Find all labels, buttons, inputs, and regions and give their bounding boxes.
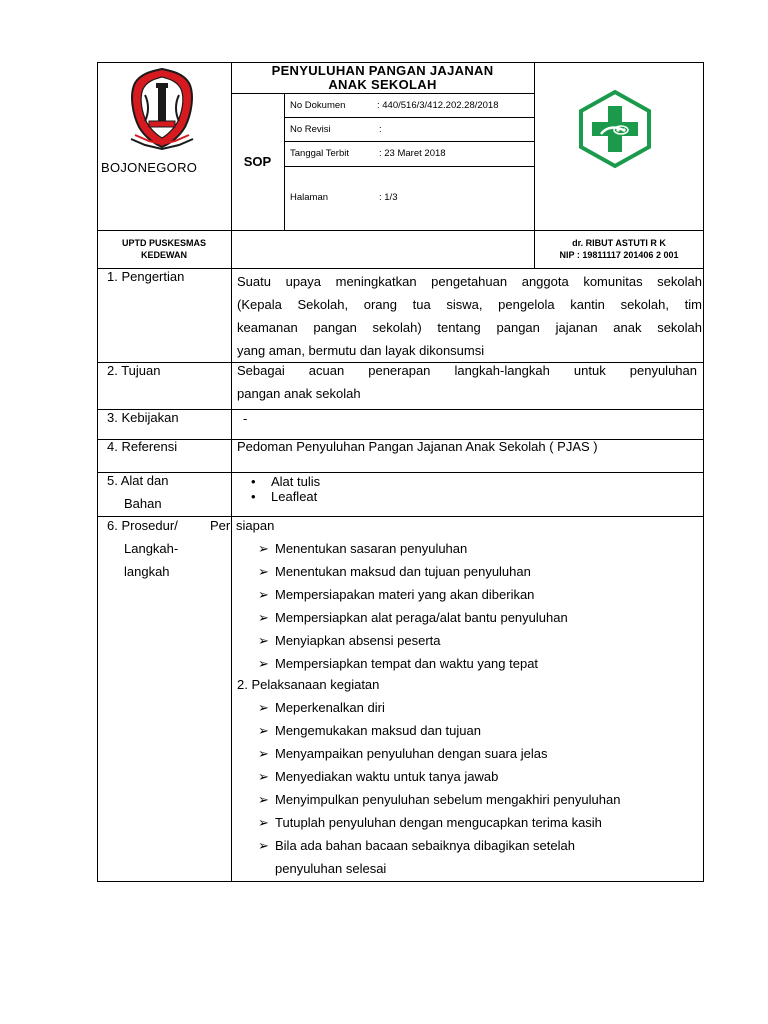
alat-item-label: Alat tulis — [271, 474, 321, 489]
field-halaman-value: : 1/3 — [379, 192, 398, 203]
persiapan-item-label: Mempersiapakan materi yang akan diberikan — [275, 587, 535, 602]
field-tanggal-terbit-value: : 23 Maret 2018 — [379, 148, 446, 159]
field-divider-2 — [284, 141, 534, 142]
list-item — [258, 719, 620, 742]
region-name: BOJONEGORO — [101, 160, 198, 175]
arrow-bullet-icon: ➢ — [258, 746, 269, 761]
persiapan-item-label: Menyiapkan absensi peserta — [275, 633, 441, 648]
pelaksanaan-continuation-label: penyuluhan selesai — [275, 861, 387, 876]
alat-label-line1: 5. Alat dan — [107, 473, 169, 488]
persiapan-item-label: Mempersiapkan tempat dan waktu yang tepat — [275, 656, 539, 671]
pengertian-line-4: yang aman, bermutu dan layak dikonsumsi — [237, 343, 485, 358]
section-label-prosedur — [107, 514, 178, 583]
list-item — [258, 765, 620, 788]
row-divider-alat — [97, 516, 704, 517]
unit-name-line1: UPTD PUSKESMAS — [121, 238, 206, 248]
arrow-bullet-icon: ➢ — [258, 587, 269, 602]
list-item — [247, 489, 320, 504]
unit-name — [97, 237, 231, 261]
list-item — [258, 606, 568, 629]
prosedur-label-line1: 6. Prosedur/ — [107, 518, 178, 533]
section-label-referensi: 4. Referensi — [107, 439, 178, 454]
unit-name-line2: KEDEWAN — [140, 250, 187, 260]
list-item — [258, 742, 620, 765]
tujuan-line-1: Sebagai acuan penerapan langkah-langkah untuk penyuluhan — [237, 363, 697, 378]
list-item — [247, 474, 320, 489]
field-no-revisi-value: : — [379, 124, 382, 135]
arrow-bullet-icon: ➢ — [258, 792, 269, 807]
field-no-dokumen-label: No Dokumen — [290, 100, 346, 111]
section-body-alat — [247, 474, 320, 504]
signer-nip: NIP : 19811117 201406 2 001 — [559, 250, 679, 260]
arrow-bullet-icon: ➢ — [258, 541, 269, 556]
section-body-pengertian — [237, 270, 702, 362]
pelaksanaan-item-label: Bila ada bahan bacaan sebaiknya dibagikan setelah — [275, 838, 575, 853]
persiapan-item-label: Menentukan maksud dan tujuan penyuluhan — [275, 564, 531, 579]
health-cross-logo-icon — [577, 89, 653, 169]
pelaksanaan-item-label: Mengemukakan maksud dan tujuan — [275, 723, 481, 738]
list-item — [258, 629, 568, 652]
arrow-bullet-icon: ➢ — [258, 633, 269, 648]
section-label-pengertian: 1. Pengertian — [107, 269, 185, 284]
signer-block — [534, 237, 704, 261]
col-divider-left — [231, 62, 232, 882]
alat-label-line2: Bahan — [124, 496, 162, 511]
persiapan-heading-suffix: siapan — [236, 518, 275, 533]
list-item — [258, 560, 568, 583]
field-halaman-label: Halaman — [290, 192, 329, 203]
bojonegoro-emblem-icon — [125, 65, 199, 151]
field-tanggal-terbit-label: Tanggal Terbit — [290, 148, 349, 159]
document-title-line1: PENYULUHAN PANGAN JAJANAN — [271, 63, 494, 78]
list-item-continuation — [258, 857, 620, 880]
row-divider-tujuan — [97, 409, 704, 410]
arrow-bullet-icon: ➢ — [258, 564, 269, 579]
tujuan-line-2: pangan anak sekolah — [237, 386, 361, 401]
arrow-bullet-icon: ➢ — [258, 838, 269, 853]
row-divider-referensi — [97, 472, 704, 473]
list-item — [258, 811, 620, 834]
sop-label: SOP — [243, 154, 272, 169]
sop-document — [97, 62, 704, 882]
col-divider-sop — [284, 93, 285, 230]
arrow-bullet-icon: ➢ — [258, 723, 269, 738]
list-item — [258, 788, 620, 811]
field-no-dokumen-value: : 440/516/3/412.202.28/2018 — [377, 100, 499, 111]
prosedur-label-line3: langkah — [124, 564, 170, 579]
arrow-bullet-icon: ➢ — [258, 700, 269, 715]
pelaksanaan-item-label: Menyediakan waktu untuk tanya jawab — [275, 769, 499, 784]
pengertian-line-2: (Kepala Sekolah, orang tua siswa, pengelola kantin sekolah, tim — [237, 297, 702, 312]
pelaksanaan-list — [258, 696, 620, 880]
list-item — [258, 583, 568, 606]
document-title-line2: ANAK SEKOLAH — [328, 77, 437, 92]
persiapan-heading-prefix: Per — [210, 518, 231, 533]
arrow-bullet-icon: ➢ — [258, 610, 269, 625]
pelaksanaan-item-label: Meperkenalkan diri — [275, 700, 385, 715]
prosedur-label-line2: Langkah- — [124, 541, 179, 556]
row-divider-header — [97, 230, 704, 231]
pelaksanaan-item-label: Tutuplah penyuluhan dengan mengucapkan terima kasih — [275, 815, 602, 830]
arrow-bullet-icon: ➢ — [258, 815, 269, 830]
field-divider-1 — [284, 117, 534, 118]
arrow-bullet-icon: ➢ — [258, 656, 269, 671]
bullet-icon: • — [251, 474, 256, 489]
title-divider — [231, 93, 534, 94]
pelaksanaan-item-label: Menyampaikan penyuluhan dengan suara jelas — [275, 746, 548, 761]
field-no-revisi-label: No Revisi — [290, 124, 331, 135]
pelaksanaan-heading: 2. Pelaksanaan kegiatan — [237, 677, 380, 692]
list-item — [258, 696, 620, 719]
persiapan-list — [258, 537, 568, 675]
section-body-referensi: Pedoman Penyuluhan Pangan Jajanan Anak Sekolah ( PJAS ) — [237, 439, 598, 454]
section-label-tujuan: 2. Tujuan — [107, 363, 161, 378]
list-item — [258, 652, 568, 675]
section-body-tujuan — [237, 359, 697, 405]
persiapan-item-label: Mempersiapkan alat peraga/alat bantu penyuluhan — [275, 610, 568, 625]
document-title — [231, 64, 534, 92]
section-label-alat — [107, 469, 168, 515]
row-divider-unit — [97, 268, 704, 269]
section-body-kebijakan: - — [243, 411, 248, 426]
section-label-kebijakan: 3. Kebijakan — [107, 410, 179, 425]
pelaksanaan-item-label: Menyimpulkan penyuluhan sebelum mengakhiri penyuluhan — [275, 792, 621, 807]
pengertian-line-1: Suatu upaya meningkatkan pengetahuan anggota komunitas sekolah — [237, 274, 702, 289]
bullet-icon: • — [251, 489, 256, 504]
list-item — [258, 537, 568, 560]
list-item — [258, 834, 620, 857]
signer-name: dr. RIBUT ASTUTI R K — [572, 238, 666, 248]
persiapan-item-label: Menentukan sasaran penyuluhan — [275, 541, 468, 556]
pengertian-line-3: keamanan pangan sekolah) tentang pangan jajanan anak sekolah — [237, 320, 702, 335]
alat-item-label: Leafleat — [271, 489, 318, 504]
arrow-bullet-icon: ➢ — [258, 769, 269, 784]
field-divider-3 — [284, 166, 534, 167]
